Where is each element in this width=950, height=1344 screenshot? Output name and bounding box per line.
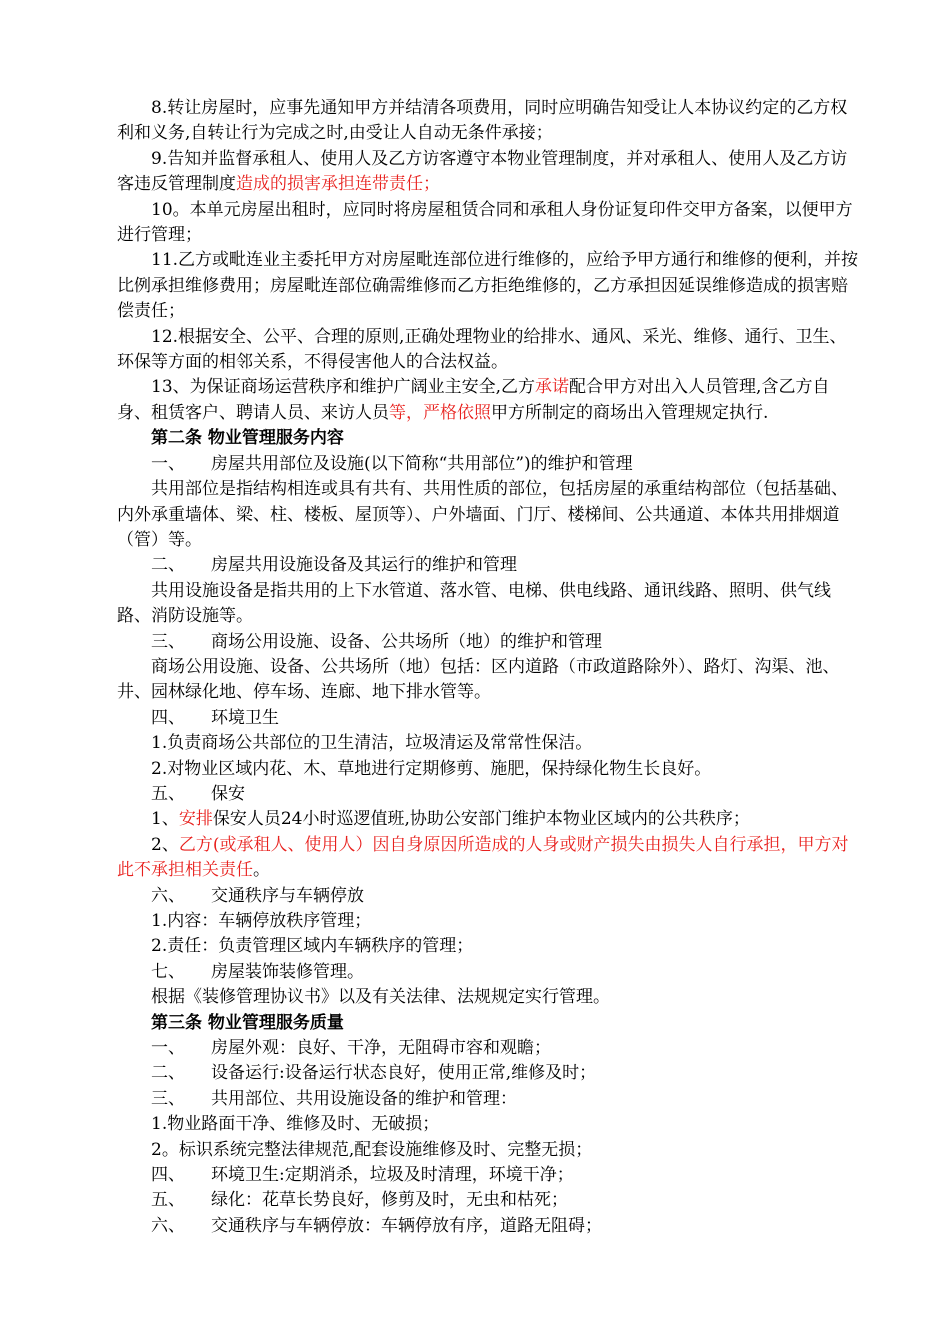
document-page	[117, 96, 862, 1239]
section-5-item-1-text: 保安人员24小时巡逻值班,协助公安部门维护本物业区域内的公共秩序；	[212, 809, 750, 830]
article-2-heading: 第二条 物业管理服务内容	[151, 428, 344, 449]
clause-9-text: 9.告知并监督承租人、使用人及乙方访客遵守本物业管理制度，并对承租人、使用人及乙方访客违反管理制度	[117, 148, 848, 195]
section-7-heading	[117, 960, 862, 985]
section-1-body: 共用部位是指结构相连或具有共有、共用性质的部位，包括房屋的承重结构部位（包括基础、内外承重墙体、梁、柱、楼板、屋顶等）、户外墙面、门厅、楼梯间、公共通道、本体共用排烟道（管）等。	[117, 479, 848, 550]
section-2-body: 共用设施设备是指共用的上下水管道、落水管、电梯、供电线路、通讯线路、照明、供气线路、消防设施等。	[117, 580, 831, 627]
section-5-item-2-end: 。	[253, 860, 270, 881]
clause-9	[117, 147, 862, 198]
clause-8-text: 8.转让房屋时，应事先通知甲方并结清各项费用，同时应明确告知受让人本协议约定的乙方权利和义务,自转让行为完成之时,由受让人自动无条件承接；	[117, 98, 848, 144]
clause-13-text-b: 配合甲方对出入人员管理,含乙方自身、租赁客户、聘请人员、来访人员	[117, 377, 830, 423]
quality-4-number: 四、	[151, 1165, 185, 1186]
quality-2-text: 设备运行:设备运行状态良好，使用正常,维修及时；	[211, 1063, 597, 1084]
quality-3	[117, 1087, 862, 1112]
section-4-number: 四、	[151, 707, 185, 728]
quality-2-number: 二、	[151, 1063, 185, 1084]
section-5-item-1-highlight: 安排	[178, 809, 213, 830]
section-5-item-2-number: 2、	[151, 834, 179, 855]
section-3-heading	[117, 630, 862, 655]
section-6-title: 交通秩序与车辆停放	[211, 885, 364, 906]
section-6-item-1: 1.内容：车辆停放秩序管理；	[151, 911, 372, 931]
quality-1-text: 房屋外观：良好、干净，无阻碍市容和观瞻；	[211, 1038, 551, 1059]
clause-8	[117, 96, 862, 147]
section-2-heading	[117, 553, 862, 578]
section-5-item-1	[117, 807, 862, 832]
section-1-heading	[117, 452, 862, 477]
section-5-item-2	[117, 833, 862, 884]
section-4-item-2: 2.对物业区域内花、木、草地进行定期修剪、施肥，保持绿化物生长良好。	[151, 758, 712, 779]
clause-13	[117, 375, 862, 426]
section-3-number: 三、	[151, 631, 185, 652]
quality-3-item-1: 1.物业路面干净、维修及时、无破损；	[151, 1114, 440, 1135]
clause-13-text-a: 13、为保证商场运营秩序和维护广阔业主安全,乙方	[151, 377, 536, 398]
section-4-heading	[117, 706, 862, 731]
section-5-heading	[117, 782, 862, 807]
clause-13-highlight-b: 等，严格依照	[389, 402, 491, 423]
quality-5-text: 绿化：花草长势良好，修剪及时，无虫和枯死；	[211, 1190, 568, 1211]
quality-1-number: 一、	[151, 1038, 185, 1059]
quality-3-text: 共用部位、共用设施设备的维护和管理：	[211, 1088, 517, 1109]
clause-13-text-c: 甲方所制定的商场出入管理规定执行.	[491, 402, 769, 423]
quality-6-text: 交通秩序与车辆停放：车辆停放有序，道路无阻碍；	[211, 1215, 602, 1236]
section-1-number: 一、	[151, 453, 185, 474]
quality-4	[117, 1163, 862, 1188]
section-5-item-1-number: 1、	[151, 809, 179, 830]
section-7-body: 根据《装修管理协议书》以及有关法律、法规规定实行管理。	[151, 987, 610, 1008]
section-6-number: 六、	[151, 885, 185, 906]
section-1-title: 房屋共用部位及设施(以下简称“共用部位”)的维护和管理	[211, 453, 633, 474]
clause-12-text: 12.根据安全、公平、合理的原则,正确处理物业的给排水、通风、采光、维修、通行、卫生、环保等方面的相邻关系，不得侵害他人的合法权益。	[117, 326, 847, 373]
section-4-title: 环境卫生	[211, 707, 279, 728]
section-5-number: 五、	[151, 783, 185, 804]
clause-10-text: 10。本单元房屋出租时，应同时将房屋租赁合同和承租人身份证复印件交甲方备案，以便甲方进行管理；	[117, 199, 853, 246]
quality-6	[117, 1214, 862, 1239]
section-6-item-2: 2.责任：负责管理区域内车辆秩序的管理；	[151, 936, 474, 957]
quality-3-number: 三、	[151, 1088, 185, 1109]
section-7-number: 七、	[151, 961, 185, 982]
section-2-title: 房屋共用设施设备及其运行的维护和管理	[211, 555, 517, 576]
quality-4-text: 环境卫生:定期消杀，垃圾及时清理，环境干净；	[211, 1165, 574, 1186]
quality-2	[117, 1061, 862, 1086]
clause-13-highlight-a: 承诺	[535, 377, 570, 398]
section-4-item-1: 1.负责商场公共部位的卫生清洁，垃圾清运及常常性保洁。	[151, 733, 593, 754]
clause-11-text: 11.乙方或毗连业主委托甲方对房屋毗连部位进行维修的，应给予甲方通行和维修的便利，并按比例承担维修费用；房屋毗连部位确需维修而乙方拒绝维修的，乙方承担因延误维修造成的损害赔偿责任；	[117, 250, 859, 322]
quality-1	[117, 1036, 862, 1061]
section-2-number: 二、	[151, 555, 185, 576]
clause-10	[117, 198, 862, 249]
section-5-title: 保安	[211, 783, 245, 804]
clause-9-highlight: 造成的损害承担连带责任；	[236, 174, 440, 195]
section-3-title: 商场公用设施、设备、公共场所（地）的维护和管理	[211, 631, 602, 652]
clause-11	[117, 248, 862, 324]
article-3-heading: 第三条 物业管理服务质量	[151, 1012, 344, 1033]
clause-12	[117, 325, 862, 376]
section-3-body: 商场公用设施、设备、公共场所（地）包括：区内道路（市政道路除外）、路灯、沟渠、池、井、园林绿化地、停车场、连廊、地下排水管等。	[117, 656, 840, 703]
quality-6-number: 六、	[151, 1215, 185, 1236]
quality-5-number: 五、	[151, 1190, 185, 1211]
quality-5	[117, 1188, 862, 1213]
section-6-heading	[117, 884, 862, 909]
section-7-title: 房屋装饰装修管理。	[211, 961, 364, 982]
quality-3-item-2: 2。标识系统完整法律规范,配套设施维修及时、完整无损；	[151, 1139, 593, 1160]
section-5-item-2-highlight: 乙方(或承租人、使用人）因自身原因所造成的人身或财产损失由损失人自行承担，甲方对此不承担相关责任	[117, 834, 849, 881]
